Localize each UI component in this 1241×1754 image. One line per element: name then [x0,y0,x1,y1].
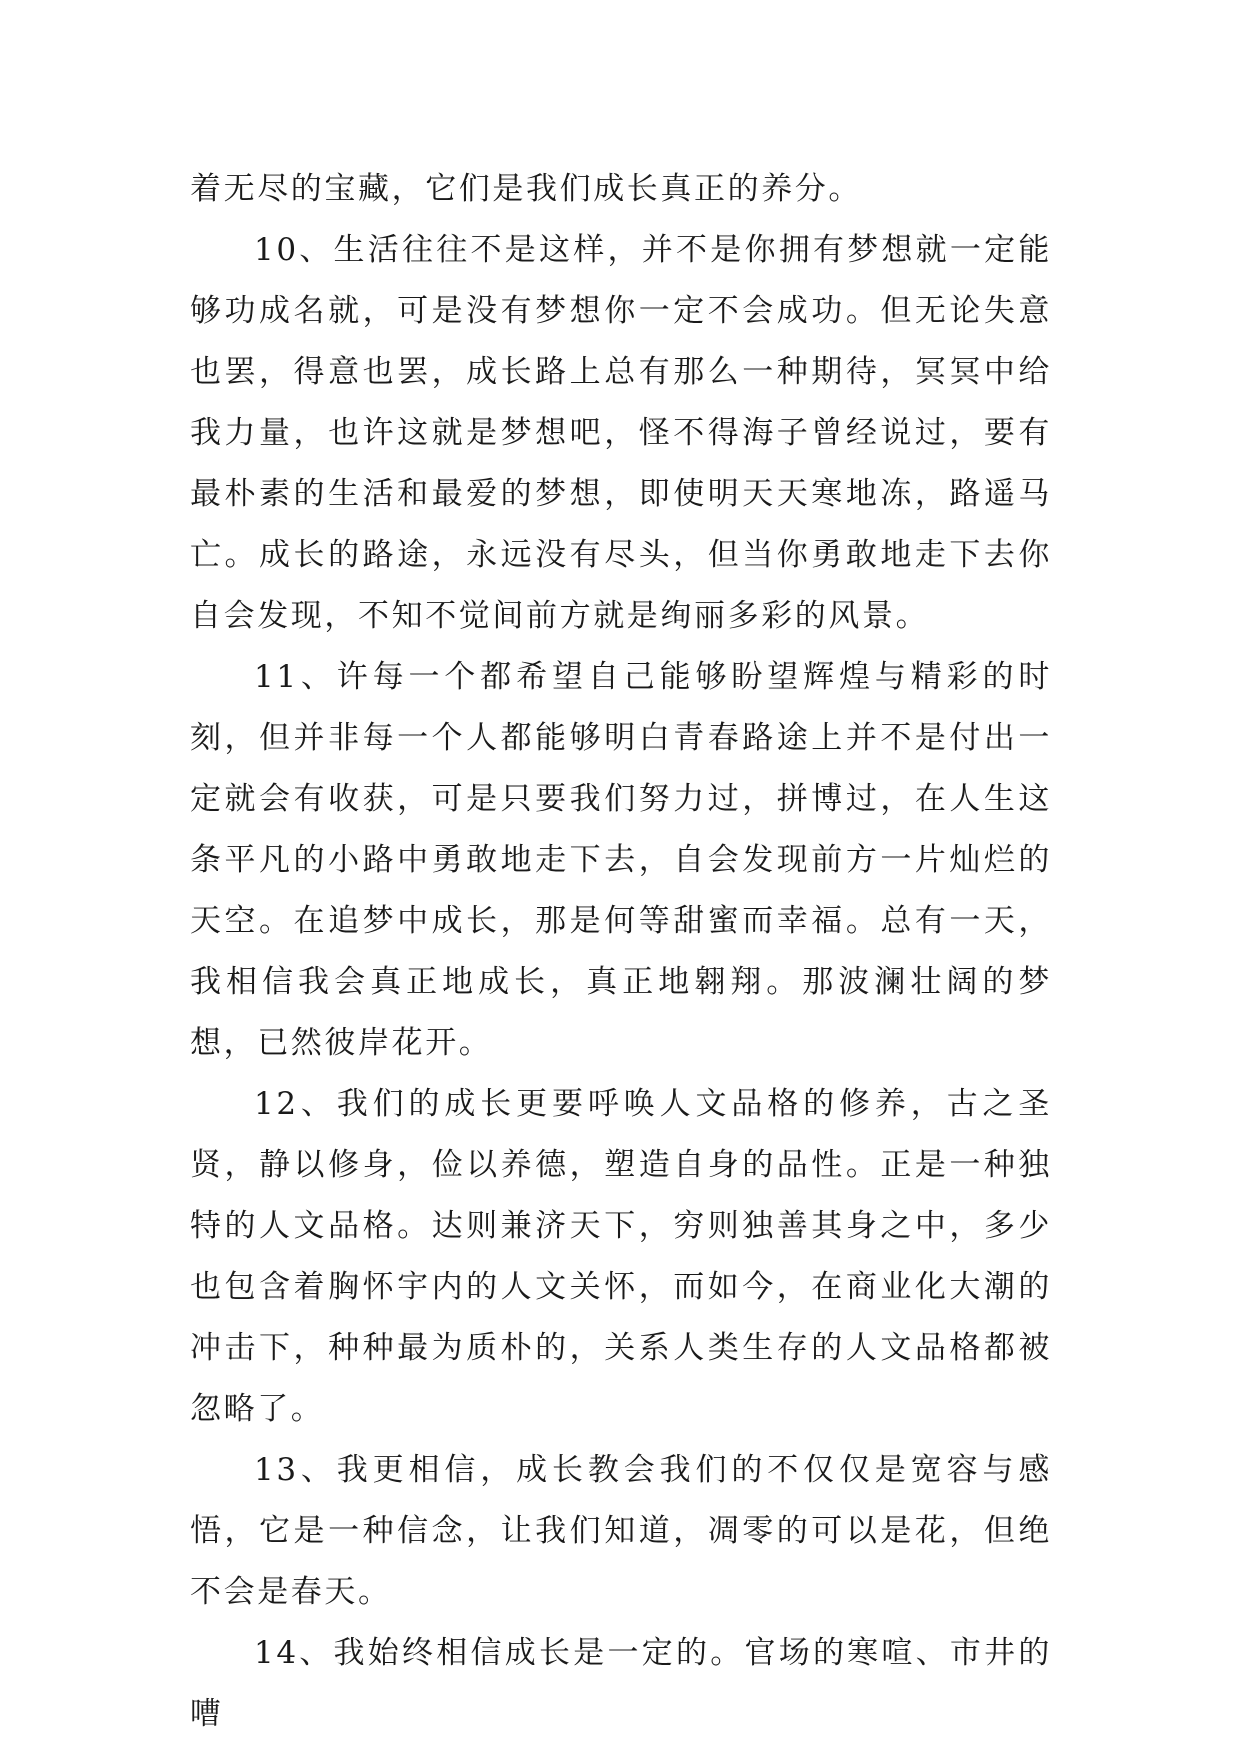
paragraph-13: 13、我更相信，成长教会我们的不仅仅是宽容与感悟，它是一种信念，让我们知道，凋零的可以是花，但绝不会是春天。 [190,1452,1052,1610]
paragraph-12: 12、我们的成长更要呼唤人文品格的修养，古之圣贤，静以修身，俭以养德，塑造自身的品性。正是一种独特的人文品格。达则兼济天下，穷则独善其身之中，多少也包含着胸怀宇内的人文关怀，而如今，在商业化大潮的冲击下，种种最为质朴的，关系人类生存的人文品格都被忽略了。 [190,1086,1052,1427]
paragraph-continuation: 着无尽的宝藏，它们是我们成长真正的养分。 [190,171,862,207]
paragraph-10: 10、生活往往不是这样，并不是你拥有梦想就一定能够功成名就，可是没有梦想你一定不会成功。但无论失意也罢，得意也罢，成长路上总有那么一种期待，冥冥中给我力量，也许这就是梦想吧，怪不得海子曾经说过，要有最朴素的生活和最爱的梦想，即使明天天寒地冻，路遥马亡。成长的路途，永远没有尽头，但当你勇敢地走下去你自会发现，不知不觉间前方就是绚丽多彩的风景。 [190,232,1052,634]
paragraph-14: 14、我始终相信成长是一定的。官场的寒喧、市井的嘈 [190,1635,1052,1732]
paragraph-11: 11、许每一个都希望自己能够盼望辉煌与精彩的时刻，但并非每一个人都能够明白青春路途上并不是付出一定就会有收获，可是只要我们努力过，拼博过，在人生这条平凡的小路中勇敢地走下去，自会发现前方一片灿烂的天空。在追梦中成长，那是何等甜蜜而幸福。总有一天，我相信我会真正地成长，真正地翱翔。那波澜壮阔的梦想，已然彼岸花开。 [190,659,1052,1061]
document-body [190,159,1052,1745]
